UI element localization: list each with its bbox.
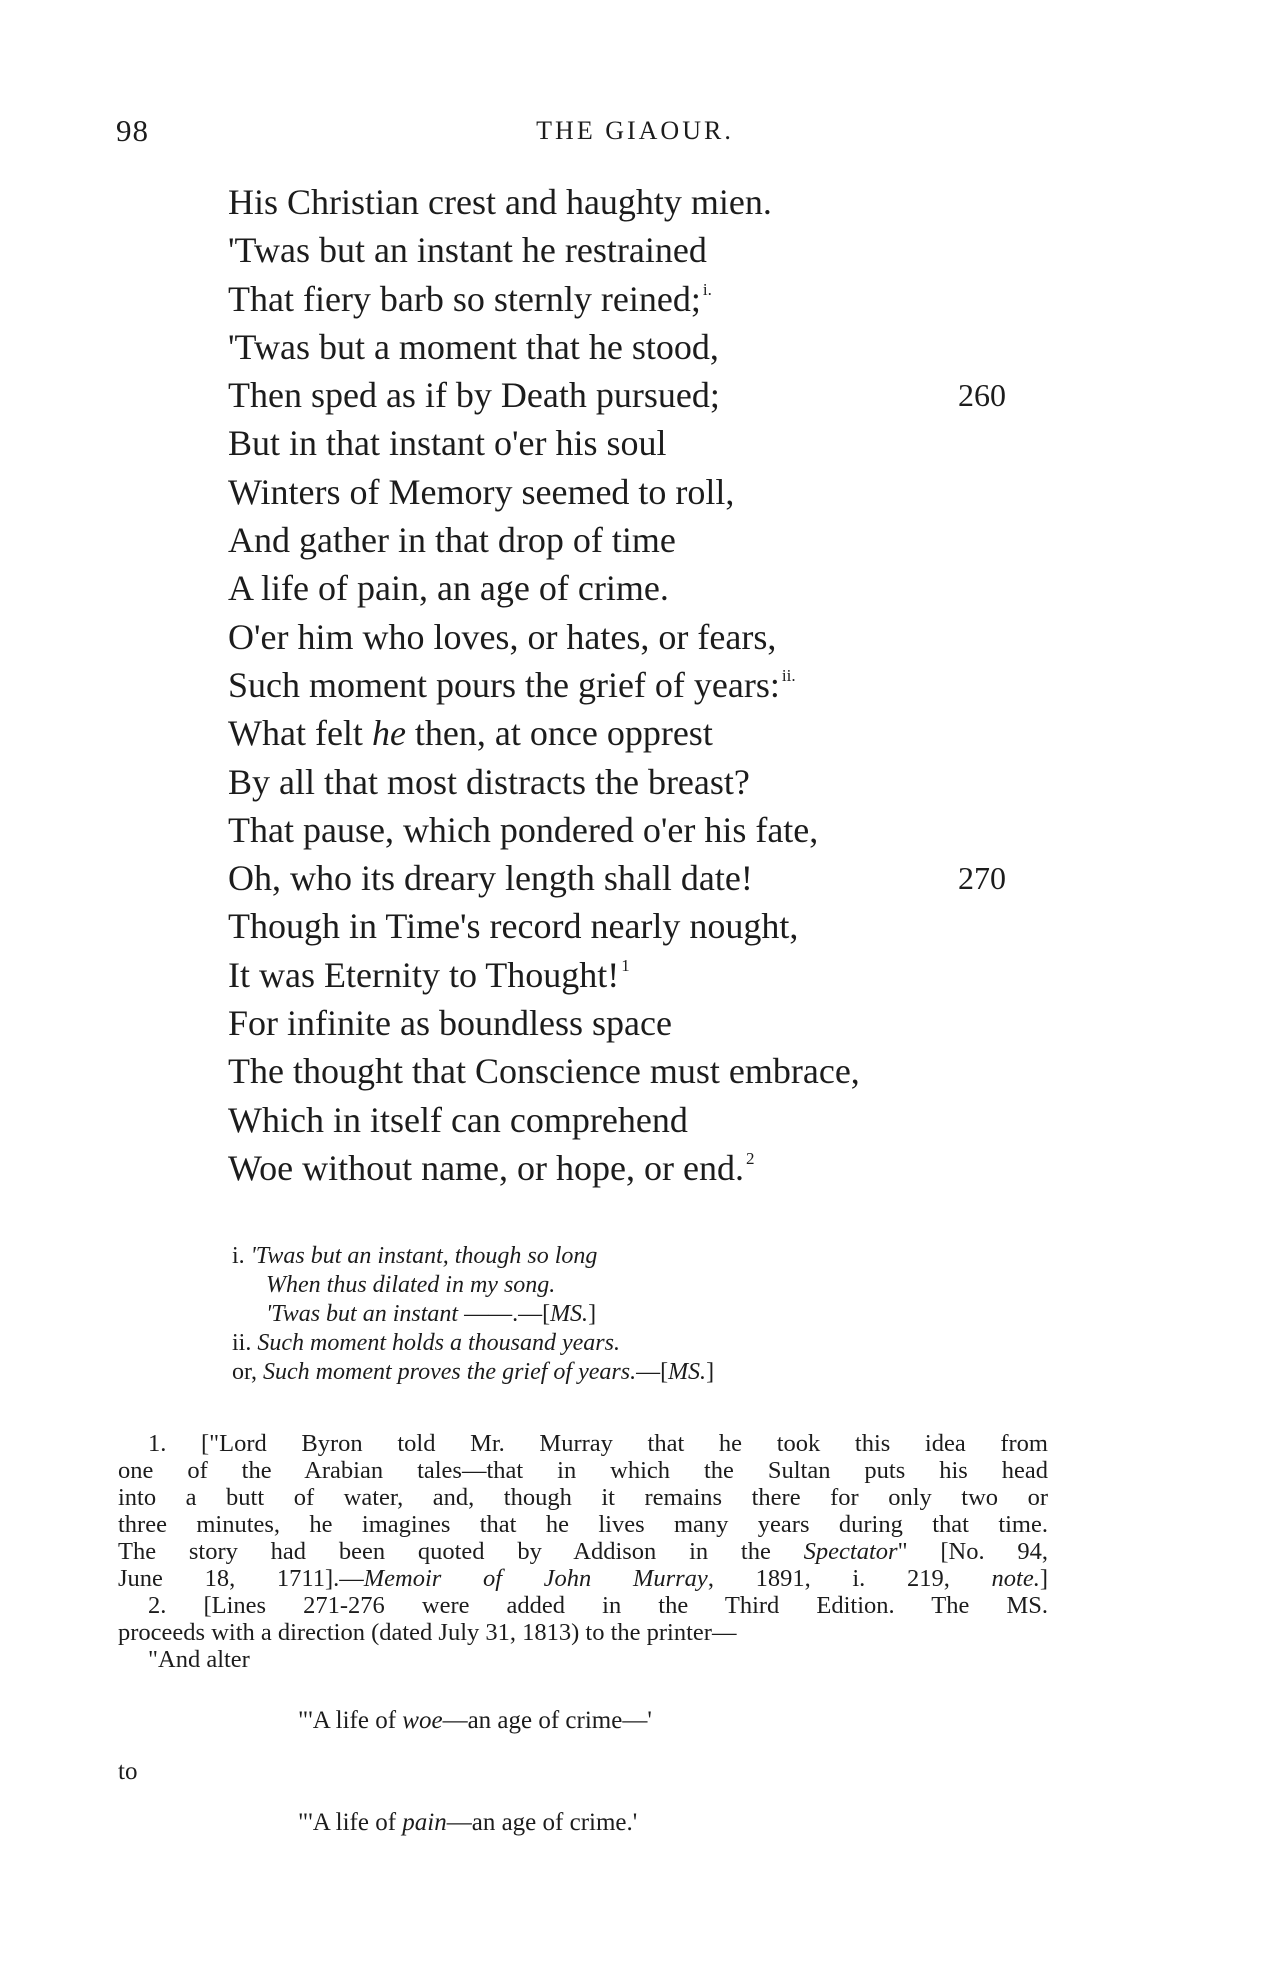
poem-line (228, 613, 1088, 661)
footnotes (118, 1430, 1048, 1673)
poem-line (228, 709, 1088, 757)
line-number: 270 (958, 860, 1006, 897)
variant-text: 'Twas but an instant (266, 1301, 459, 1327)
footnote-line: into a butt of water, and, though it remains there for only two or (118, 1484, 1048, 1511)
quote-text: "'A life of (298, 1809, 403, 1836)
poem-line (228, 806, 1088, 854)
poem-line (228, 564, 1088, 612)
poem-line (228, 902, 1088, 950)
footnote-quote (298, 1707, 652, 1735)
variant-dash: —[ (636, 1359, 669, 1385)
footnote-line (118, 1538, 1048, 1565)
footnote-italic: Memoir of John Murray (363, 1565, 708, 1592)
poem-line (228, 1144, 1088, 1192)
variant-text: Such moment proves the grief of years. (263, 1359, 637, 1385)
poem-line-text: 'Twas but an instant he restrained (228, 230, 707, 271)
poem-line (228, 854, 1088, 902)
poem-line-text: 'Twas but a moment that he stood, (228, 326, 719, 367)
ms-reference: MS. (550, 1301, 589, 1327)
footnote-reference: 2 (745, 1148, 755, 1168)
variant-or: or, (232, 1359, 258, 1385)
poem-line (228, 468, 1088, 516)
poem-line-text: Then sped as if by Death pursued; (228, 375, 720, 416)
poem-line (228, 758, 1088, 806)
footnote-line (118, 1565, 1048, 1592)
line-number: 260 (958, 377, 1006, 414)
bracket: ] (588, 1301, 597, 1327)
poem-line (228, 323, 1088, 371)
footnote-reference: 1 (621, 955, 630, 975)
page-number: 98 (116, 113, 149, 148)
footnote-text: " [No. 94, (897, 1538, 1048, 1565)
poem-line (228, 661, 1088, 709)
poem-line (228, 275, 1088, 323)
poem-line-text (228, 713, 713, 753)
poem-line-text: It was Eternity to Thought! (228, 954, 620, 995)
variant-marker: i. (232, 1243, 245, 1269)
poem-line-text: That pause, which pondered o'er his fate, (228, 809, 819, 850)
footnote-text: ] (1039, 1565, 1048, 1592)
poem-line-text: Oh, who its dreary length shall date! (228, 858, 753, 899)
variant-line (232, 1271, 1052, 1300)
variant-dash: ——.—[ (458, 1301, 551, 1327)
poem-line (228, 371, 1088, 419)
variant-text: Such moment holds a thousand years. (257, 1330, 620, 1356)
footnote-text: June 18, 1711].— (118, 1565, 364, 1592)
poem-line-text: By all that most distracts the breast? (228, 761, 750, 802)
footnote-italic: Spectator (803, 1538, 898, 1565)
poem-line-text: Though in Time's record nearly nought, (228, 906, 799, 947)
poem-italic: he (371, 713, 406, 754)
variant-line (232, 1358, 1052, 1387)
quote-italic: woe (402, 1707, 443, 1734)
poem-line-text: His Christian crest and haughty mien. (228, 182, 772, 222)
poem-line-text: Such moment pours the grief of years: (228, 664, 780, 705)
poem-line (228, 516, 1088, 564)
poem-text-part: What felt (228, 713, 372, 754)
variant-line (232, 1300, 1052, 1329)
poem-line-text: O'er him who loves, or hates, or fears, (228, 616, 777, 657)
footnote-line: proceeds with a direction (dated July 31, 1813) to the printer— (118, 1619, 737, 1646)
footnote-quote (298, 1809, 637, 1837)
footnote-text: The story had been quoted by Addison in the (118, 1538, 804, 1565)
variant-text: When thus dilated in my song. (266, 1272, 556, 1298)
variant-line (232, 1329, 1052, 1358)
variant-readings (232, 1242, 1052, 1387)
poem-line (228, 1096, 1088, 1144)
footnote-reference: ii. (781, 665, 796, 685)
quote-text: —an age of crime—' (442, 1707, 652, 1734)
footnote-italic: note. (991, 1565, 1040, 1592)
poem-line (228, 1047, 1088, 1095)
footnote-line: three minutes, he imagines that he lives many years during that time. (118, 1511, 1048, 1538)
poem-line-text: For infinite as boundless space (228, 1003, 672, 1044)
poem-line (228, 951, 1088, 999)
poem-line-text: Which in itself can comprehend (228, 1099, 688, 1140)
poem-line (228, 419, 1088, 467)
poem-line-text: And gather in that drop of time (228, 520, 676, 561)
footnote-line: 1. ["Lord Byron told Mr. Murray that he took this idea from (148, 1430, 1048, 1457)
poem-line-text: Woe without name, or hope, or end. (228, 1147, 744, 1188)
footnote-to: to (118, 1758, 138, 1785)
poem-line (228, 226, 1088, 274)
running-head: THE GIAOUR. (536, 116, 734, 145)
variant-line (232, 1242, 1052, 1271)
variant-marker: ii. (232, 1330, 252, 1356)
poem-line (228, 999, 1088, 1047)
quote-text: —an age of crime.' (446, 1809, 638, 1836)
footnote-line: "And alter (148, 1646, 250, 1673)
poem-line-text: But in that instant o'er his soul (228, 423, 667, 464)
footnote-line: one of the Arabian tales—that in which the Sultan puts his head (118, 1457, 1048, 1484)
footnote-line: 2. [Lines 271-276 were added in the Third Edition. The MS. (148, 1592, 1048, 1619)
poem-line-text: A life of pain, an age of crime. (228, 568, 669, 609)
footnote-reference: i. (702, 279, 712, 299)
quote-italic: pain (402, 1809, 447, 1836)
bracket: ] (706, 1359, 715, 1385)
poem-line-text: Winters of Memory seemed to roll, (228, 471, 735, 512)
variant-text: 'Twas but an instant, though so long (250, 1243, 598, 1269)
quote-text: "'A life of (298, 1707, 403, 1734)
poem-text (228, 178, 1088, 1192)
footnote-text: , 1891, i. 219, (707, 1565, 992, 1592)
poem-line-text: That fiery barb so sternly reined; (228, 278, 701, 319)
poem-text-part: then, at once opprest (405, 713, 713, 754)
poem-line (228, 178, 1088, 226)
poem-line-text: The thought that Conscience must embrace, (228, 1051, 860, 1092)
ms-reference: MS. (668, 1359, 707, 1385)
